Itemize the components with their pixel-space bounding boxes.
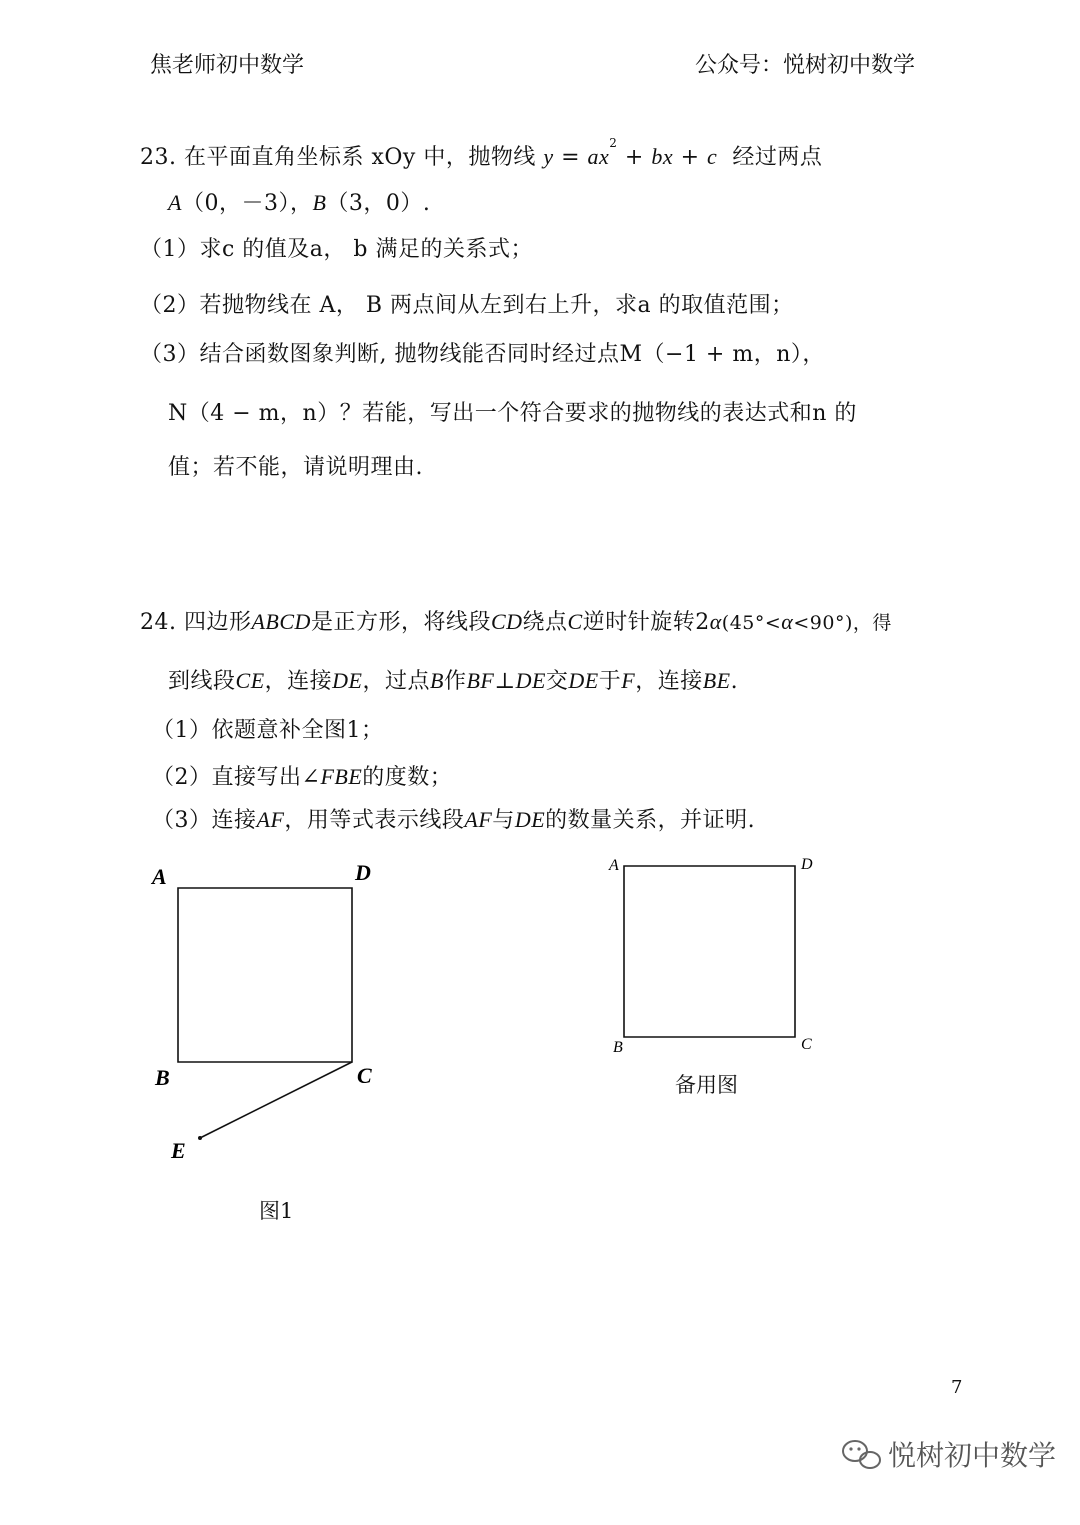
q24-var-alpha: α (709, 609, 722, 634)
q23-formula-plus1: + (617, 145, 652, 170)
q24-var-abcd: ABCD (251, 609, 311, 634)
q24-var-f: F (621, 668, 636, 693)
q23-formula-exp: 2 (609, 136, 618, 150)
q23-formula-c: c (707, 144, 718, 169)
q24-text: ，用等式表示线段 (284, 808, 465, 833)
q24-var-de: DE (514, 807, 546, 832)
figure1-point-e (198, 1136, 202, 1140)
q24-text: （3）连接 (152, 808, 257, 833)
figure2 (608, 856, 813, 1056)
figure1-label-c: C (357, 1063, 372, 1088)
q23-part3-line3: 值；若不能，请说明理由. (168, 455, 423, 480)
figure1-segment-ce (200, 1062, 352, 1138)
q24-range-close: <90°)，得 (793, 612, 892, 634)
q23-formula-bx: bx (651, 144, 674, 169)
q23-part1: （1）求c 的值及a， b 满足的关系式； (140, 237, 533, 262)
q24-var-de2: DE (515, 668, 546, 693)
figure1-label-a: A (152, 864, 167, 889)
q24-var-af2: AF (464, 807, 493, 832)
q24-var-de3: DE (568, 668, 599, 693)
header-left: 焦老师初中数学 (150, 53, 305, 78)
wechat-icon (843, 1441, 880, 1468)
q24-var-bf: BF (466, 668, 495, 693)
header-right: 公众号：悦树初中数学 (695, 53, 916, 78)
q24-var-c: C (567, 609, 583, 634)
figure1-label-d: D (355, 860, 371, 885)
q24-text: ，连接 (264, 669, 333, 694)
q23-pt-b-coords: （3，0）. (326, 191, 431, 216)
q24-text: 是正方形，将线段 (310, 610, 491, 635)
q24-part1: （1）依题意补全图1； (152, 718, 384, 743)
q23-part3-line1: （3）结合函数图象判断, 抛物线能否同时经过点M（−1 + m，n）， (140, 342, 825, 367)
q24-text: 于 (598, 669, 622, 694)
figure2-label-d: D (801, 856, 813, 873)
figure1-caption: 图1 (259, 1199, 294, 1223)
figure1-square (178, 888, 352, 1062)
q23-stem-a: 23. 在平面直角坐标系 xOy 中，抛物线 (140, 145, 536, 170)
q24-var-af: AF (256, 807, 285, 832)
q24-range-open: (45°< (721, 612, 782, 634)
q23-part3-line2: N（4 − m，n）？若能，写出一个符合要求的抛物线的表达式和n 的 (168, 401, 857, 426)
figure2-square (624, 866, 795, 1037)
q24-var-ce: CE (235, 668, 265, 693)
figure1-label-b: B (155, 1065, 170, 1090)
q24-text: ，过点 (362, 669, 430, 694)
q23-formula-eq: = (553, 145, 588, 170)
q24-var-b: B (430, 668, 444, 693)
q23-formula-ax: ax (587, 144, 610, 169)
page-number: 7 (951, 1377, 963, 1398)
q24-text: . (730, 669, 739, 694)
figure1-label-e: E (171, 1138, 186, 1163)
q24-var-de: DE (332, 668, 363, 693)
q24-text: 与 (492, 808, 515, 833)
figure2-caption: 备用图 (675, 1073, 738, 1097)
q24-text: 的度数； (362, 765, 453, 790)
q23-formula-plus2: + (673, 145, 708, 170)
figure1 (150, 860, 372, 1163)
q24-text: ，连接 (635, 669, 703, 694)
q24-text: （2）直接写出∠ (152, 765, 321, 790)
q24-var-alpha2: α (781, 609, 794, 634)
q23-formula-y: y (543, 144, 554, 169)
q23-pt-b: B (312, 190, 327, 215)
q24-var-be: BE (702, 668, 731, 693)
q24-text: 24. 四边形 (140, 610, 252, 635)
q24-text: 的数量关系，并证明. (545, 808, 756, 833)
figure2-label-b: B (613, 1039, 623, 1056)
q24-text: 交 (545, 669, 569, 694)
q23-stem-b: 经过两点 (732, 145, 823, 170)
footer-text: 悦树初中数学 (888, 1439, 1057, 1472)
q24-text: 作 (443, 669, 467, 694)
q24-text: 绕点 (522, 610, 568, 635)
q23-pt-a: A (168, 190, 182, 215)
q24-text: 到线段 (168, 669, 236, 694)
q23-part2: （2）若抛物线在 A， B 两点间从左到右上升，求a 的取值范围； (140, 293, 794, 318)
q24-var-cd: CD (490, 609, 523, 634)
q24-var-fbe: FBE (320, 764, 363, 789)
q24-perp: ⊥ (494, 669, 516, 694)
q23-pt-a-coords: （0，－3）， (181, 191, 313, 216)
q24-text: 逆时针旋转2 (582, 610, 710, 635)
figure2-label-a: A (609, 857, 619, 874)
figure2-label-c: C (801, 1036, 812, 1053)
